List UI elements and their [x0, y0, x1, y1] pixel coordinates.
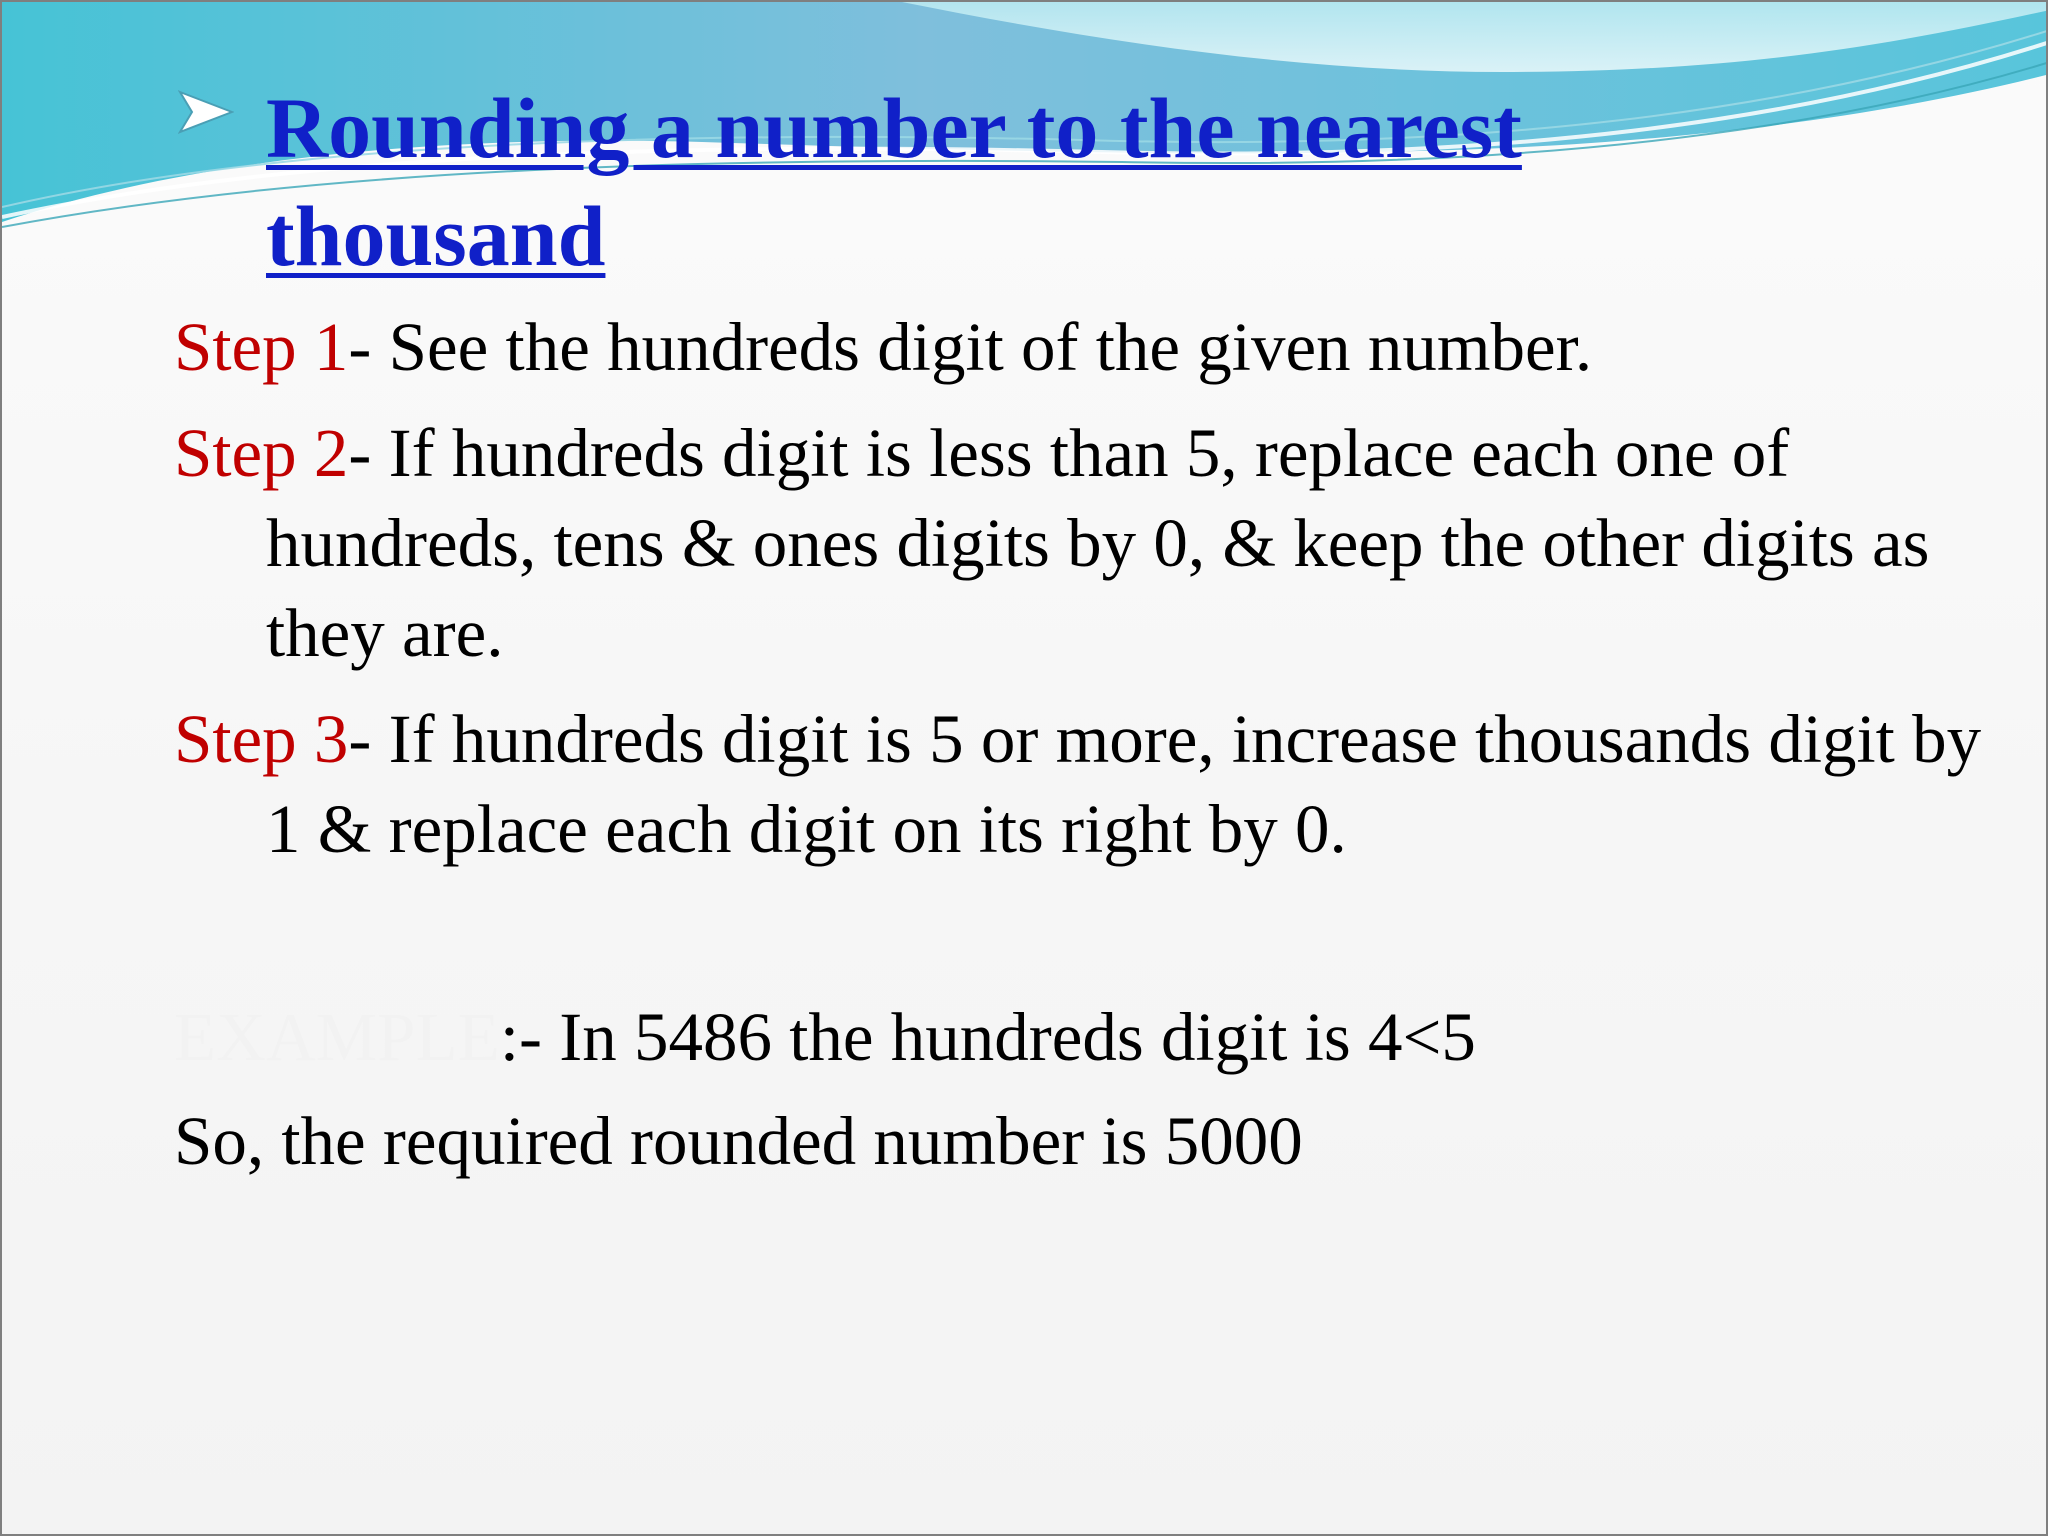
example-line [174, 992, 1994, 1082]
bullet-arrow-icon [178, 88, 234, 136]
steps-list [174, 302, 1994, 890]
step-2 [174, 408, 1994, 678]
slide-title: Rounding a number to the nearest thousand [266, 80, 1522, 284]
step-3 [174, 694, 1994, 874]
example-label: EXAMPLE [174, 999, 500, 1075]
step-label: Step 3 [174, 701, 349, 777]
step-text: - See the hundreds digit of the given number. [348, 309, 1593, 385]
step-text: - If hundreds digit is 5 or more, increase thousands digit by 1 & replace each digit on its right by 0. [266, 701, 1982, 867]
step-label: Step 1 [174, 309, 349, 385]
step-1 [174, 302, 1994, 392]
step-label: Step 2 [174, 415, 349, 491]
conclusion-line: So, the required rounded number is 5000 [174, 1103, 1303, 1179]
step-text: - If hundreds digit is less than 5, replace each one of hundreds, tens & ones digits by 0, & keep the other digits as they are. [266, 415, 1930, 671]
example-text: :- In 5486 the hundreds digit is 4<5 [499, 999, 1476, 1075]
